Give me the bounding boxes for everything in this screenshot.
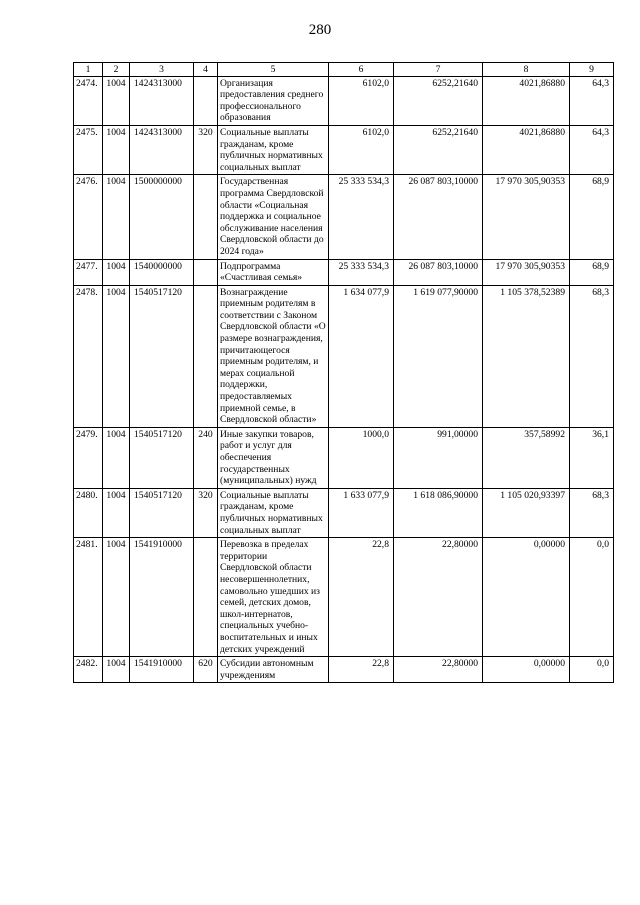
column-header: 7 — [394, 63, 483, 77]
target-code-cell: 1540517120 — [130, 285, 194, 427]
approved-amount-cell: 22,8 — [329, 538, 394, 657]
row-number-cell: 2477. — [74, 259, 103, 285]
execution-percent-cell: 64,3 — [570, 76, 614, 125]
item-name-cell: Подпрограмма «Счастливая семья» — [218, 259, 329, 285]
target-code-cell: 1541910000 — [130, 657, 194, 683]
column-header: 5 — [218, 63, 329, 77]
column-header: 9 — [570, 63, 614, 77]
target-code-cell: 1424313000 — [130, 76, 194, 125]
planned-amount-cell: 22,80000 — [394, 657, 483, 683]
row-number-cell: 2478. — [74, 285, 103, 427]
approved-amount-cell: 1000,0 — [329, 427, 394, 488]
row-number-cell: 2479. — [74, 427, 103, 488]
approved-amount-cell: 22,8 — [329, 657, 394, 683]
approved-amount-cell: 6102,0 — [329, 76, 394, 125]
section-code-cell: 1004 — [103, 657, 130, 683]
section-code-cell: 1004 — [103, 538, 130, 657]
approved-amount-cell: 25 333 534,3 — [329, 259, 394, 285]
column-header: 4 — [194, 63, 218, 77]
item-name-cell: Социальные выплаты гражданам, кроме публичных нормативных социальных выплат — [218, 488, 329, 537]
target-code-cell: 1541910000 — [130, 538, 194, 657]
item-name-cell: Вознаграждение приемным родителям в соответствии с Законом Свердловской области «О размере вознаграждения, причитающегося приемным родителям, и мерах социальной поддержки, предоставляемых приемной семье, в Свердловской области» — [218, 285, 329, 427]
expense-type-cell — [194, 175, 218, 259]
item-name-cell: Субсидии автономным учреждениям — [218, 657, 329, 683]
section-code-cell: 1004 — [103, 285, 130, 427]
table-row — [74, 538, 614, 657]
column-header: 3 — [130, 63, 194, 77]
expense-type-cell — [194, 538, 218, 657]
target-code-cell: 1540517120 — [130, 488, 194, 537]
section-code-cell: 1004 — [103, 125, 130, 174]
budget-table — [73, 62, 614, 683]
table-row — [74, 125, 614, 174]
table-row — [74, 259, 614, 285]
item-name-cell: Перевозка в пределах территории Свердловской области несовершеннолетних, самовольно ушедших из семей, детских домов, школ-интернатов, специальных учебно-воспитательных и иных детских учреждений — [218, 538, 329, 657]
item-name-cell: Иные закупки товаров, работ и услуг для обеспечения государственных (муниципальных) нужд — [218, 427, 329, 488]
table-row — [74, 175, 614, 259]
table-row — [74, 657, 614, 683]
planned-amount-cell: 26 087 803,10000 — [394, 175, 483, 259]
executed-amount-cell: 4021,86880 — [483, 76, 570, 125]
expense-type-cell: 240 — [194, 427, 218, 488]
expense-type-cell — [194, 285, 218, 427]
planned-amount-cell: 26 087 803,10000 — [394, 259, 483, 285]
section-code-cell: 1004 — [103, 427, 130, 488]
target-code-cell: 1500000000 — [130, 175, 194, 259]
section-code-cell: 1004 — [103, 76, 130, 125]
row-number-cell: 2482. — [74, 657, 103, 683]
executed-amount-cell: 0,00000 — [483, 538, 570, 657]
item-name-cell: Государственная программа Свердловской области «Социальная поддержка и социальное обслуживание населения Свердловской области до 2024 года» — [218, 175, 329, 259]
execution-percent-cell: 0,0 — [570, 538, 614, 657]
row-number-cell: 2476. — [74, 175, 103, 259]
planned-amount-cell: 1 618 086,90000 — [394, 488, 483, 537]
executed-amount-cell: 17 970 305,90353 — [483, 259, 570, 285]
approved-amount-cell: 6102,0 — [329, 125, 394, 174]
execution-percent-cell: 0,0 — [570, 657, 614, 683]
planned-amount-cell: 6252,21640 — [394, 125, 483, 174]
execution-percent-cell: 36,1 — [570, 427, 614, 488]
column-header: 2 — [103, 63, 130, 77]
expense-type-cell — [194, 76, 218, 125]
section-code-cell: 1004 — [103, 488, 130, 537]
executed-amount-cell: 1 105 020,93397 — [483, 488, 570, 537]
table-row — [74, 285, 614, 427]
expense-type-cell — [194, 259, 218, 285]
column-header: 6 — [329, 63, 394, 77]
row-number-cell: 2475. — [74, 125, 103, 174]
page-number: 280 — [308, 22, 332, 38]
execution-percent-cell: 68,9 — [570, 175, 614, 259]
approved-amount-cell: 1 634 077,9 — [329, 285, 394, 427]
execution-percent-cell: 64,3 — [570, 125, 614, 174]
column-header: 1 — [74, 63, 103, 77]
item-name-cell: Организация предоставления среднего профессионального образования — [218, 76, 329, 125]
table-row — [74, 427, 614, 488]
execution-percent-cell: 68,3 — [570, 285, 614, 427]
expense-type-cell: 620 — [194, 657, 218, 683]
execution-percent-cell: 68,9 — [570, 259, 614, 285]
row-number-cell: 2480. — [74, 488, 103, 537]
executed-amount-cell: 4021,86880 — [483, 125, 570, 174]
table-row — [74, 76, 614, 125]
approved-amount-cell: 25 333 534,3 — [329, 175, 394, 259]
executed-amount-cell: 357,58992 — [483, 427, 570, 488]
executed-amount-cell: 0,00000 — [483, 657, 570, 683]
executed-amount-cell: 1 105 378,52389 — [483, 285, 570, 427]
executed-amount-cell: 17 970 305,90353 — [483, 175, 570, 259]
approved-amount-cell: 1 633 077,9 — [329, 488, 394, 537]
expense-type-cell: 320 — [194, 488, 218, 537]
table-header-row — [74, 63, 614, 77]
section-code-cell: 1004 — [103, 259, 130, 285]
table-row — [74, 488, 614, 537]
target-code-cell: 1540000000 — [130, 259, 194, 285]
planned-amount-cell: 1 619 077,90000 — [394, 285, 483, 427]
target-code-cell: 1424313000 — [130, 125, 194, 174]
target-code-cell: 1540517120 — [130, 427, 194, 488]
planned-amount-cell: 22,80000 — [394, 538, 483, 657]
execution-percent-cell: 68,3 — [570, 488, 614, 537]
row-number-cell: 2481. — [74, 538, 103, 657]
planned-amount-cell: 6252,21640 — [394, 76, 483, 125]
section-code-cell: 1004 — [103, 175, 130, 259]
item-name-cell: Социальные выплаты гражданам, кроме публичных нормативных социальных выплат — [218, 125, 329, 174]
column-header: 8 — [483, 63, 570, 77]
row-number-cell: 2474. — [74, 76, 103, 125]
expense-type-cell: 320 — [194, 125, 218, 174]
planned-amount-cell: 991,00000 — [394, 427, 483, 488]
